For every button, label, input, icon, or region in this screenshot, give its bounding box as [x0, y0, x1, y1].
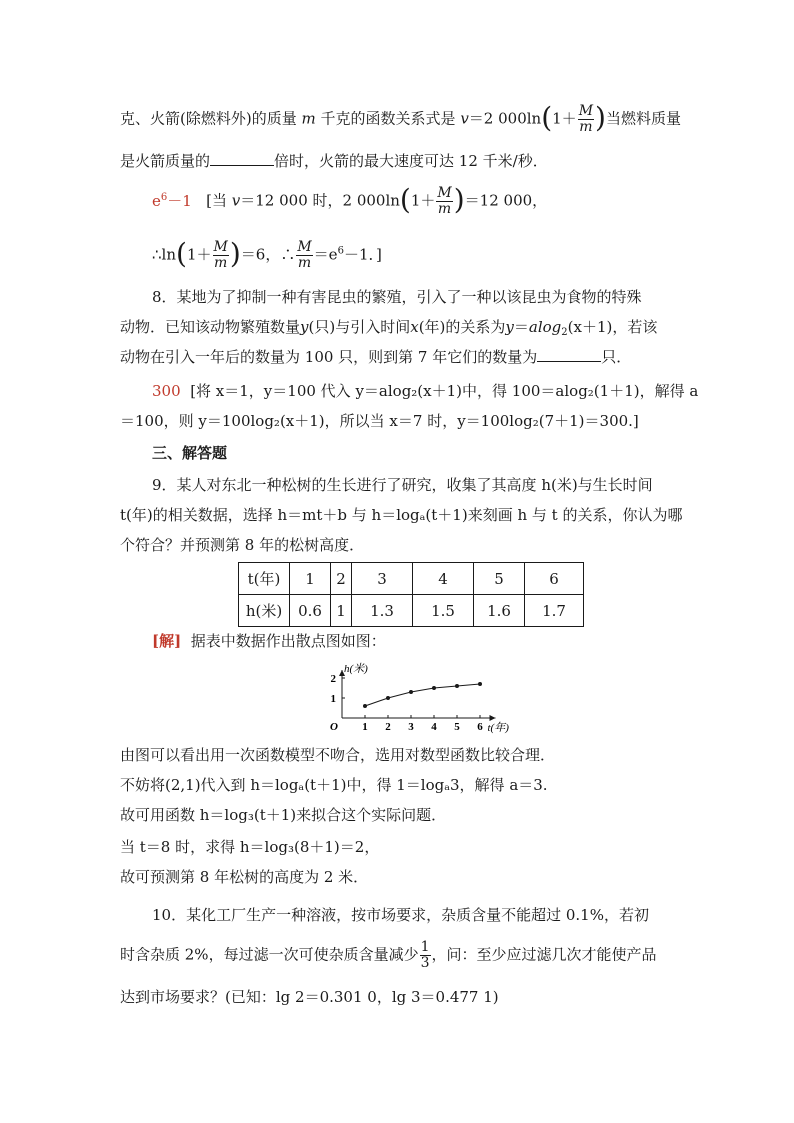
p10-line1: 10．某化工厂生产一种溶液，按市场要求，杂质含量不能超过 0.1%，若初	[152, 906, 649, 924]
data-point	[455, 684, 459, 688]
data-point	[386, 696, 390, 700]
p10-line3: 达到市场要求？(已知：lg 2＝0.301 0，lg 3＝0.477 1)	[120, 988, 499, 1006]
y-axis-label: h(米)	[344, 663, 368, 675]
p9-line3: 个符合？并预测第 8 年的松树高度．	[120, 536, 365, 554]
series-line	[365, 684, 480, 706]
p8-line2: 动物．已知该动物繁殖数量y(只)与引入时间x(年)的关系为y＝alog$_2$(x＋1)，若该	[120, 318, 658, 338]
p7-solution-line1: $e^6-1$ [当 v＝12 000 时，2 000ln(1＋ $\frac{M}{m}$ )＝12 000，	[152, 182, 548, 217]
x-tick-label: 1	[362, 721, 368, 733]
x-axis-label: t(年)	[487, 722, 509, 734]
x-tick-label: 5	[454, 721, 460, 733]
p9-solution-line4: 当 t＝8 时，求得 h＝log₃(8＋1)＝2，	[120, 838, 380, 856]
scatter-chart	[312, 656, 512, 736]
x-tick-label: 4	[431, 721, 437, 733]
section-heading: 三、解答题	[152, 444, 228, 462]
p8-solution-line1: 300 [将 x＝1，y＝100 代入 y＝alog₂(x＋1)中，得 100＝alog₂(1＋1)，解得 a	[152, 382, 699, 400]
p8-answer: 300	[152, 382, 181, 400]
fraction-one-third: $\frac{1}{3}$	[420, 939, 430, 971]
p9-line1: 9．某人对东北一种松树的生长进行了研究，收集了其高度 h(米)与生长时间	[152, 476, 653, 494]
x-axis-arrow	[490, 715, 496, 721]
x-tick-label: 6	[477, 721, 483, 733]
table-row: t(年) 1 2 3 4 5 6	[239, 563, 584, 595]
data-point	[363, 704, 367, 708]
p9-solution-intro: [解] 据表中数据作出散点图如图：	[152, 632, 386, 650]
p7-line1: 克、火箭(除燃料外)的质量 m 千克的函数关系式是 v＝2 000ln(1＋ $\frac{M}{m}$ )当燃料质量	[120, 100, 681, 135]
y-tick-label: 1	[330, 693, 336, 705]
p9-solution-line2: 不妨将(2,1)代入到 h＝logₐ(t＋1)中，得 1＝logₐ3，解得 a＝3.	[120, 776, 548, 794]
origin-label: O	[330, 721, 338, 733]
p9-line2: t(年)的相关数据，选择 h＝mt＋b 与 h＝logₐ(t＋1)来刻画 h 与 t 的关系，你认为哪	[120, 506, 683, 524]
p7-answer: $e^6-1$	[152, 191, 192, 210]
p8-solution-line2: ＝100，则 y＝100log₂(x＋1)，所以当 x＝7 时，y＝100log₂(7＋1)＝300.]	[120, 412, 639, 430]
answer-blank	[210, 151, 274, 166]
x-tick-label: 3	[408, 721, 414, 733]
p9-solution-line3: 故可用函数 h＝log₃(t＋1)来拟合这个实际问题．	[120, 806, 447, 824]
data-table	[238, 562, 584, 627]
p9-solution-line5: 故可预测第 8 年松树的高度为 2 米．	[120, 868, 369, 886]
data-point	[432, 686, 436, 690]
p10-line2: 时含杂质 2%，每过滤一次可使杂质含量减少 $\frac{1}{3}$ ，问：至少应过滤几次才能使产品	[120, 939, 657, 971]
x-tick-label: 2	[385, 721, 391, 733]
p9-solution-line1: 由图可以看出用一次函数模型不吻合，选用对数型函数比较合理．	[120, 746, 556, 764]
p8-line3: 动物在引入一年后的数量为 100 只，则到第 7 年它们的数量为 只．	[120, 348, 632, 366]
table-row: h(米) 0.6 1 1.3 1.5 1.6 1.7	[239, 595, 584, 627]
p7-solution-line2: ∴ln(1＋ $\frac{M}{m}$ )＝6，∴ $\frac{M}{m}$ $=e^6-1$．]	[152, 236, 382, 271]
data-point	[478, 682, 482, 686]
p7-line2: 是火箭质量的 倍时，火箭的最大速度可达 12 千米/秒．	[120, 152, 548, 170]
p8-line1: 8．某地为了抑制一种有害昆虫的繁殖，引入了一种以该昆虫为食物的特殊	[152, 288, 642, 306]
fraction-M-over-m: $\frac{M}{m}$	[578, 103, 594, 135]
y-tick-label: 2	[330, 673, 336, 685]
data-point	[409, 690, 413, 694]
